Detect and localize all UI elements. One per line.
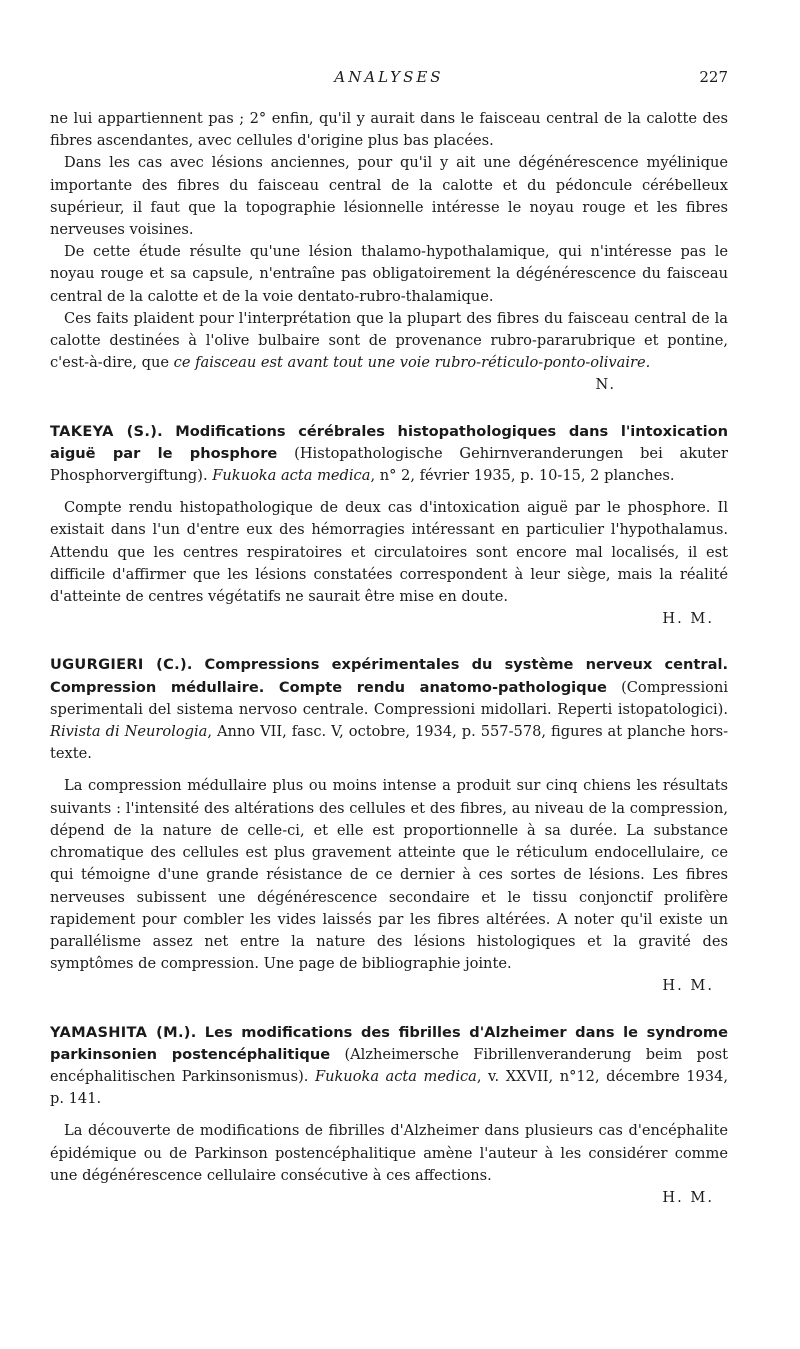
review-author: UGURGIERI (C.). [50,656,193,674]
review-original-title: (Histopathologische Gehirnveranderungen bei akuter Phosphorvergiftung). [50,444,728,485]
review-body: La compression médullaire plus ou moins intense a produit sur cinq chiens les résultats suivants : l'intensité des altérations des cellules et des fibres, au niveau de la compression, dépend de la nature de celle-ci, et elle est proportionnelle à sa durée. La substance chromatique des cellules est plus gravement atteinte que le réticulum endocellulaire, ce qui témoigne d'une grande résistance de ce dernier à ces sortes de lésions. Les fibres nerveuses subissent une dégénérescence secondaire et le tissu conjonctif prolifère rapidement pour combler les vides laissés par les fibres altérées. A noter qu'il existe un parallélisme assez net entre la nature des lésions histologiques et la gravité des symptômes de compression. Une page de bibliographie jointe. [50,777,728,973]
review-ugurgieri [50,654,728,997]
reviewer-signature: H. M. [662,610,714,628]
continued-review [50,108,728,397]
italic-conclusion: ce faisceau est avant tout une voie rubro-réticulo-ponto-olivaire. [173,354,651,372]
review-body: Compte rendu histopathologique de deux cas d'intoxication aiguë par le phosphore. Il existait dans l'un d'entre eux des hémorragies intéressant en particulier l'hypothalamus. Attendu que les centres respiratoires et circulatoires sont encore mal localisés, il est difficile d'affirmer que les lésions constatées correspondent à leur siège, mais la réalité d'atteinte de centres végétatifs ne saurait être mise en doute. [50,499,728,606]
review-journal: Fukuoka acta medica [314,1067,477,1085]
review-yamashita [50,1022,728,1210]
reviewer-signature: N. [595,376,616,394]
review-body: La découverte de modifications de fibrilles d'Alzheimer dans plusieurs cas d'encéphalite épidémique ou de Parkinson postencéphalitique amène l'auteur à les considérer comme une dégénérescence cellulaire consécutive à ces affections. [50,1122,728,1184]
reviewer-signature: H. M. [662,977,714,995]
review-original-title: (Compressioni sperimentali del sistema nervoso centrale. Compressioni midollari. Reperti istopatologici). [50,678,729,718]
review-heading [50,421,728,488]
review-journal: Fukuoka acta medica [212,467,371,485]
review-citation: , v. XXVII, n°12, décembre 1934, p. 141. [50,1067,728,1108]
page-number: 227 [699,68,728,86]
reviewer-signature: H. M. [662,1188,714,1206]
review-takeya [50,421,728,631]
review-title: Les modifications des fibrilles d'Alzheimer dans le syndrome parkinsonien postencéphalitique [50,1023,728,1063]
review-author: TAKEYA (S.). [50,422,164,440]
review-author: YAMASHITA (M.). [50,1023,197,1041]
review-journal: Rivista di Neurologia [50,723,208,741]
review-title: Compressions expérimentales du système nerveux central. Compression médullaire. Compte rendu anatomo-pathologique [50,656,729,696]
review-heading [50,1022,728,1111]
review-citation: , Anno VII, fasc. V, octobre, 1934, p. 557-578, figures at planche hors-texte. [50,723,729,763]
running-title: ANALYSES [334,68,444,86]
review-heading [50,654,728,765]
page-content [50,108,728,1209]
paragraph: ne lui appartiennent pas ; 2° enfin, qu'il y aurait dans le faisceau central de la calotte des fibres ascendantes, avec cellules d'origine plus bas placées. [50,110,728,150]
review-citation: , n° 2, février 1935, p. 10-15, 2 planches. [370,467,675,485]
review-original-title: (Alzheimersche Fibrillenveranderung beim post encéphalitischen Parkinsonismus). [50,1045,729,1085]
paragraph-text: Ces faits plaident pour l'interprétation que la plupart des fibres du faisceau central de la calotte destinées à l'olive bulbaire sont de provenance rubro-pararubrique et pontine, c'est-à-dire, que [50,309,728,372]
paragraph: Dans les cas avec lésions anciennes, pour qu'il y ait une dégénérescence myélinique importante des fibres du faisceau central de la calotte et du pédoncule cérébelleux supérieur, il faut que la topographie lésionnelle intéresse le noyau rouge et les fibres nerveuses voisines. [50,154,728,239]
review-title: Modifications cérébrales histopathologiques dans l'intoxication aiguë par le phosphore [50,422,728,462]
paragraph [50,308,728,375]
paragraph: De cette étude résulte qu'une lésion thalamo-hypothalamique, qui n'intéresse pas le noyau rouge et sa capsule, n'entraîne pas obligatoirement la dégénérescence du faisceau central de la calotte et de la voie dentato-rubro-thalamique. [50,243,728,305]
running-header [50,68,728,90]
